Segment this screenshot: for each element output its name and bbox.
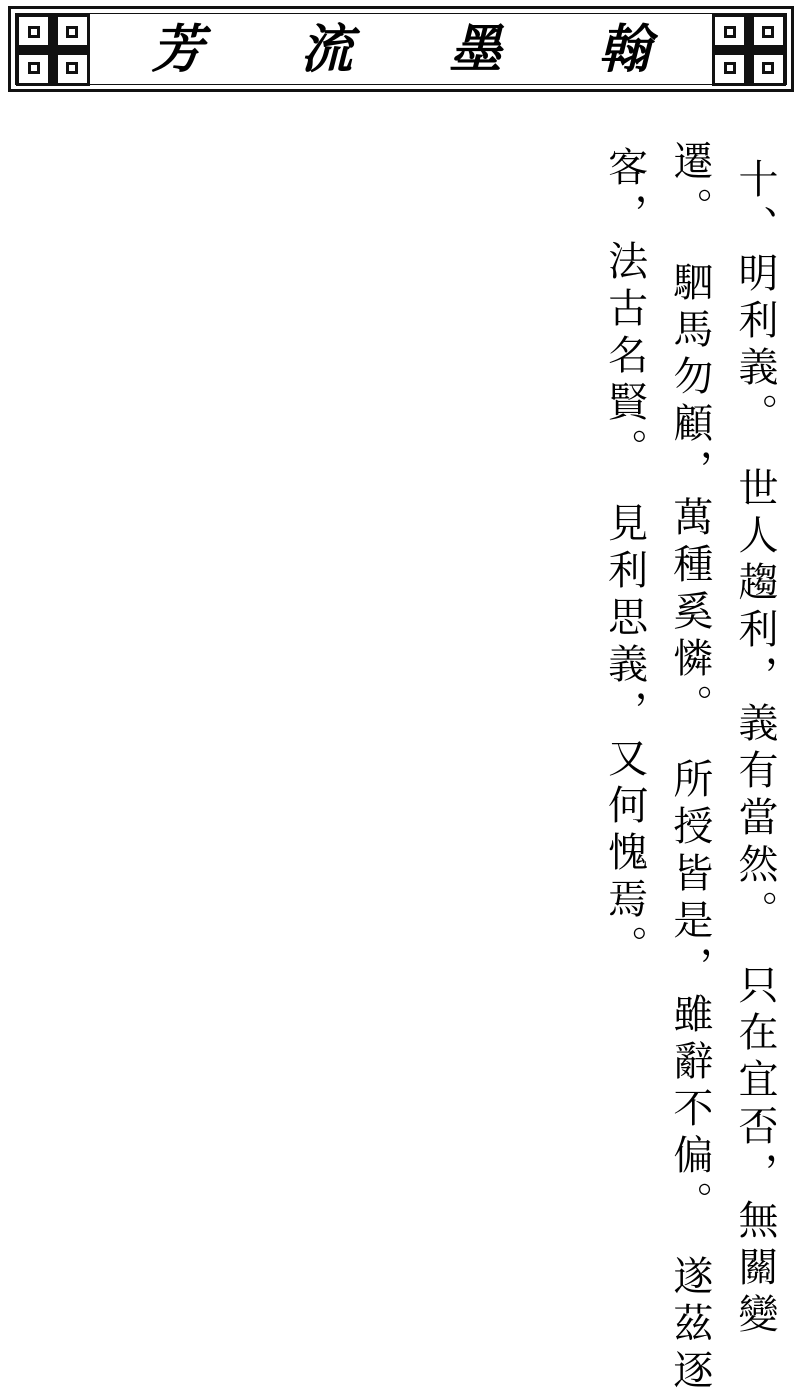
title-char-1: 芳	[151, 19, 204, 80]
title-char-3: 墨	[449, 19, 502, 80]
text-column-3: 客，法古名賢。 見利思義，又何愧焉。	[601, 146, 648, 972]
text-column-1: 十、明利義。 世人趨利，義有當然。 只在宜否，無關變	[732, 158, 778, 1340]
page-title	[103, 17, 699, 83]
text-column-2: 遷。 駟馬勿顧，萬種奚憐。 所授皆是，雖辭不偏。 遂茲逐	[666, 140, 713, 1396]
title-char-2: 流	[300, 19, 353, 80]
lattice-ornament-left-icon	[16, 14, 90, 86]
vertical-text-block	[584, 118, 780, 1396]
title-char-4: 翰	[598, 19, 651, 80]
document-body	[10, 100, 792, 1396]
header-banner	[8, 6, 794, 92]
lattice-ornament-right-icon	[712, 14, 786, 86]
